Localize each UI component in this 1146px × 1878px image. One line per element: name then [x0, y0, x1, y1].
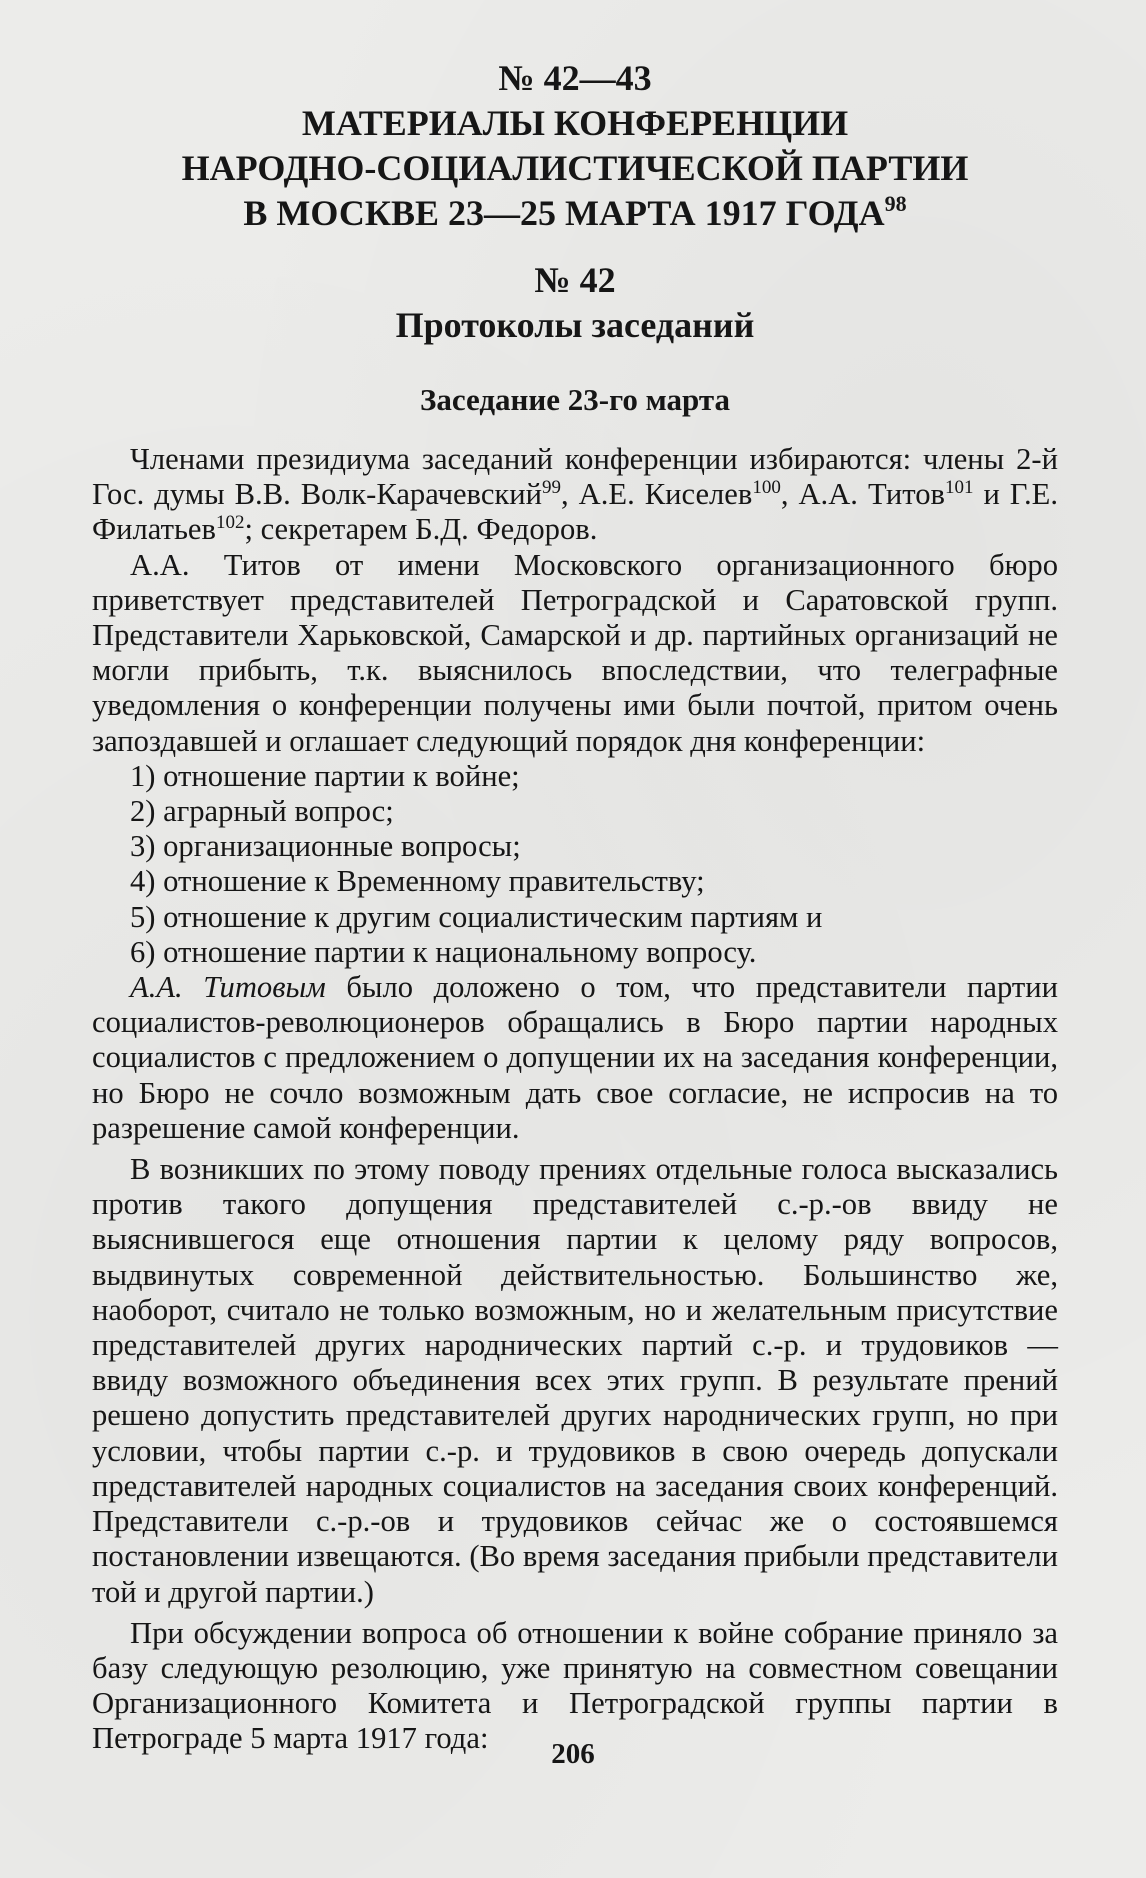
agenda-item: 5) отношение к другим социалистическим партиям и — [130, 899, 823, 934]
title-line-3-text: В МОСКВЕ 23—25 МАРТА 1917 ГОДА — [243, 193, 885, 233]
paragraph-war-resolution: При обсуждении вопроса об отношении к войне собрание приняло за базу следующую резолюцию, уже принятую на совместном совещании Организационного Комитета и Петроградской группы партии в Петрограде 5 марта 1917 года: — [92, 1615, 1058, 1756]
agenda-item: 2) аграрный вопрос; — [130, 794, 394, 829]
title-line-2: НАРОДНО-СОЦИАЛИСТИЧЕСКОЙ ПАРТИИ — [181, 148, 969, 188]
presidium-text-d: и Г.Е. Филатьев — [92, 477, 1059, 547]
footnote-ref-101: 101 — [944, 477, 974, 499]
paragraph-sr-request — [92, 970, 1058, 1146]
title-line-1: МАТЕРИАЛЫ КОНФЕРЕНЦИИ — [301, 103, 849, 143]
footnote-ref-102: 102 — [215, 512, 245, 534]
sr-request-text: было доложено о том, что представители партии социалистов-революционеров обращались в Бюро партии народных социалистов с предложением о допущении их на заседания конференции, но Бюро не сочло возможным дать свое согласие, не испросив на то разрешение самой конференции. — [92, 970, 1058, 1145]
agenda-item: 1) отношение партии к войне; — [130, 758, 520, 793]
session-title: Заседание 23-го марта — [420, 382, 730, 417]
agenda-list — [92, 759, 1058, 970]
paragraph-debate: В возникших по этому поводу прениях отдельные голоса высказались против такого допущения представителей с.-р.-ов ввиду не выяснившегося еще отношения партии к целому ряду вопросов, выдвинутых современной действительностью. Большинство же, наоборот, считало не только возможным, но и желательным присутствие представителей других народнических партий с.-р. и трудовиков — ввиду возможного объединения всех этих групп. В результате прений решено допустить представителей других народнических групп, но при условии, чтобы партии с.-р. и трудовиков в свою очередь допускали представителей народных социалистов на заседания своих конференций. Представители с.-р.-ов и трудовиков сейчас же о состоявшемся постановлении извещаются. (Во время заседания прибыли представители той и другой партии.) — [92, 1152, 1058, 1609]
document-number: № 42 — [534, 260, 616, 300]
document-range: № 42—43 — [498, 58, 652, 98]
agenda-item: 3) организационные вопросы; — [130, 829, 521, 864]
presidium-text-a: Членами президиума заседаний конференции избираются: члены 2-й Гос. думы В.В. Волк-Карачевский — [92, 442, 1058, 512]
footnote-ref-100: 100 — [752, 477, 781, 499]
document-title: Протоколы заседаний — [395, 305, 755, 345]
speaker-name: А.А. Титовым — [130, 970, 326, 1005]
paragraph-greeting: А.А. Титов от имени Московского организационного бюро приветствует представителей Петроградской и Саратовской групп. Представители Харьковской, Самарской и др. партийных организаций не могли прибыть, т.к. выяснилось впоследствии, что телеграфные уведомления о конференции получены ими были почтой, притом очень запоздавшей и оглашает следующий порядок дня конференции: — [92, 547, 1058, 758]
agenda-item: 4) отношение к Временному правительству; — [130, 864, 705, 899]
page-number: 206 — [551, 1738, 595, 1770]
title-footnote-ref: 98 — [884, 191, 907, 216]
presidium-text-b: , А.Е. Киселев — [561, 477, 753, 512]
footnote-ref-99: 99 — [542, 477, 562, 499]
paragraph-presidium — [92, 442, 1058, 548]
presidium-text-c: , А.А. Титов — [780, 477, 945, 512]
presidium-text-e: ; секретарем Б.Д. Федоров. — [244, 512, 598, 547]
title-line-3 — [92, 191, 1058, 236]
agenda-item: 6) отношение партии к национальному вопросу. — [130, 934, 757, 969]
page-content — [92, 56, 1058, 1757]
